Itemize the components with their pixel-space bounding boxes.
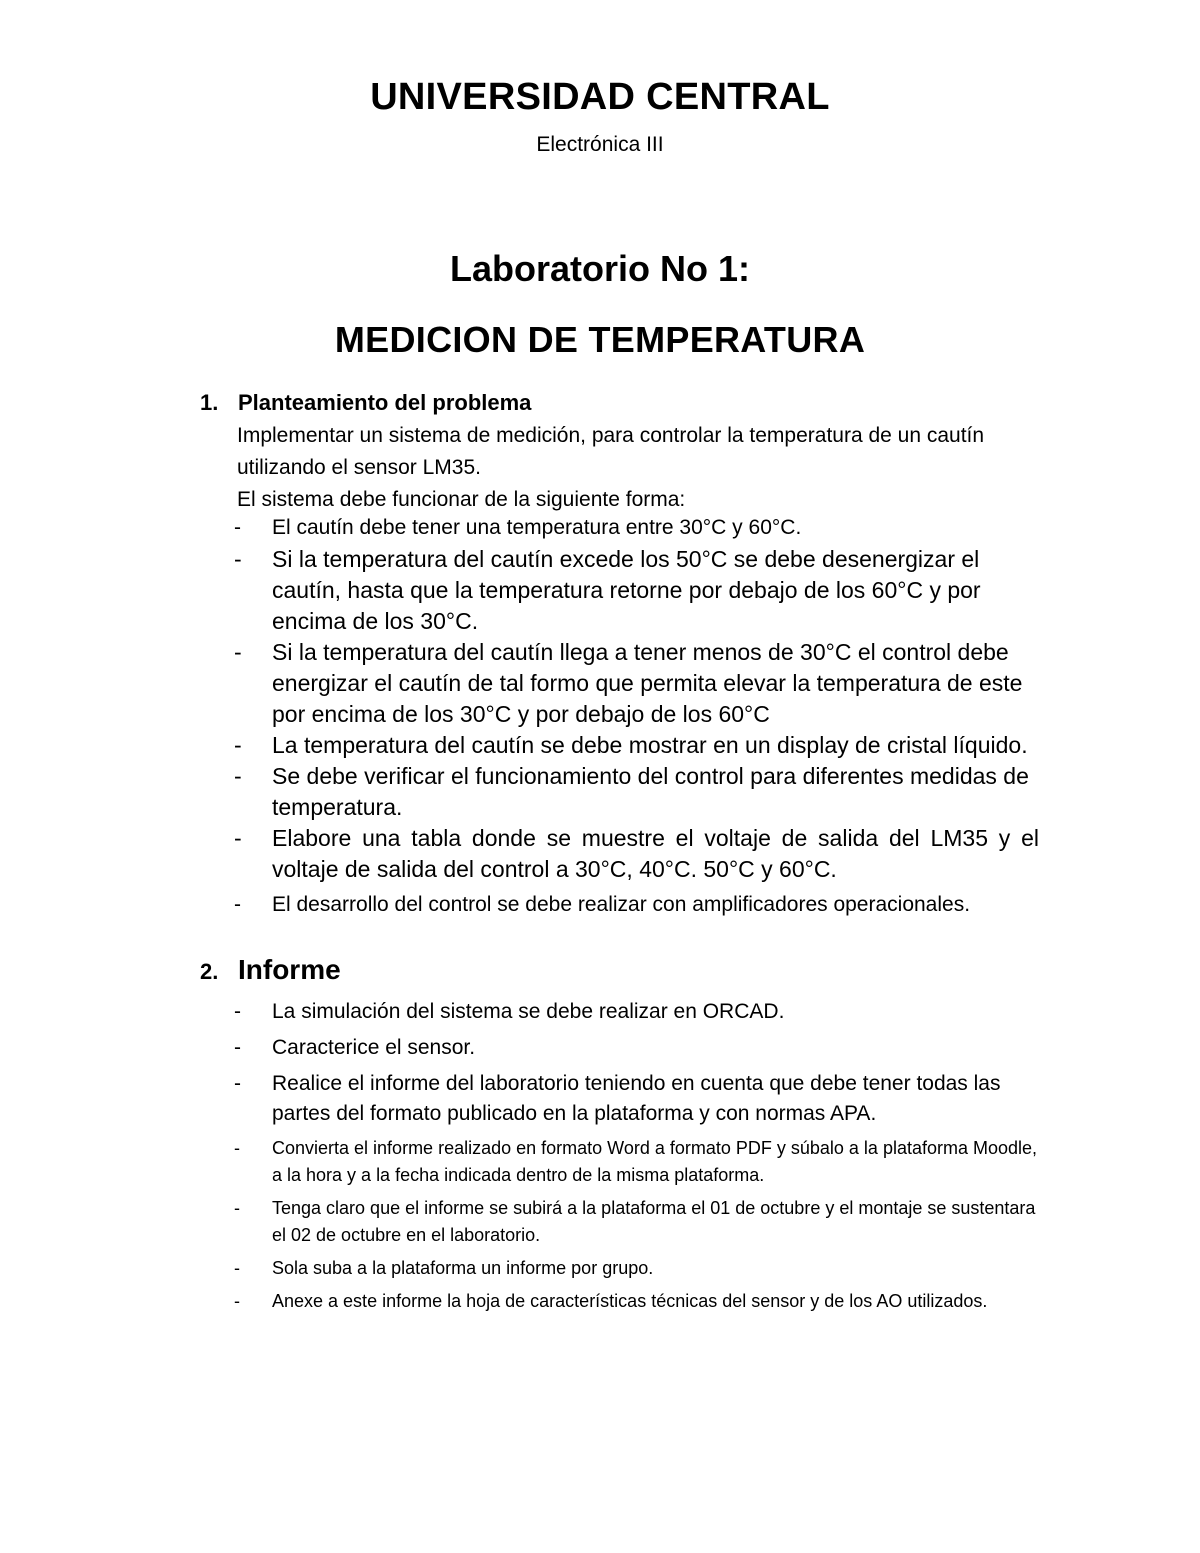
list-item-text: Elabore una tabla donde se muestre el voltaje de salida del LM35 y el voltaje de salida del control a 30°C, 40°C. 50°C y 60°C. [272, 825, 1039, 882]
list-item-text: El desarrollo del control se debe realizar con amplificadores operacionales. [272, 893, 971, 916]
list-item-text: El cautín debe tener una temperatura entre 30°C y 60°C. [272, 516, 802, 539]
section-2-number: 2. [200, 959, 219, 984]
dash-bullet: - [234, 1072, 241, 1095]
list-item-text: Se debe verificar el funcionamiento del control para diferentes medidas de temperatura. [272, 763, 1029, 820]
section-1-title: Planteamiento del problema [238, 390, 532, 415]
report-list [234, 997, 1039, 1321]
university-title: UNIVERSIDAD CENTRAL [370, 76, 830, 118]
list-item-text: Realice el informe del laboratorio teniendo en cuenta que debe tener todas las partes del formato publicado en la plataforma y con normas APA. [272, 1072, 1001, 1125]
list-item [234, 637, 1039, 730]
dash-bullet: - [234, 639, 242, 665]
lab-title: Laboratorio No 1: [449, 248, 750, 289]
list-item [234, 889, 1039, 921]
list-item [234, 512, 1039, 544]
dash-bullet: - [234, 1000, 241, 1023]
list-item-text: Caracterice el sensor. [272, 1036, 476, 1059]
list-item-text: Si la temperatura del cautín llega a tener menos de 30°C el control debe energizar el cautín de tal formo que permita elevar la temperatura de este por encima de los 30°C y por debajo de los 60°C [272, 639, 1023, 727]
dash-bullet: - [234, 546, 242, 572]
lab-subtitle: MEDICION DE TEMPERATURA [334, 319, 866, 360]
dash-bullet: - [234, 893, 241, 916]
list-item-text: Anexe a este informe la hoja de características técnicas del sensor y de los AO utilizados. [272, 1291, 988, 1311]
dash-bullet: - [234, 1291, 240, 1311]
section-1-intro: Implementar un sistema de medición, para controlar la temperatura de un cautín utilizando el sensor LM35. [237, 424, 985, 479]
dash-bullet: - [234, 825, 242, 851]
list-item-text: La simulación del sistema se debe realizar en ORCAD. [272, 1000, 785, 1023]
list-item [234, 997, 1039, 1027]
list-item [234, 1069, 1039, 1129]
dash-bullet: - [234, 1036, 241, 1059]
dash-bullet: - [234, 763, 242, 789]
section-2-title: Informe [238, 954, 341, 985]
dash-bullet: - [234, 1258, 240, 1278]
list-item [234, 730, 1039, 761]
list-item [234, 544, 1039, 637]
section-1-number: 1. [200, 390, 219, 415]
section-1-heading [200, 390, 531, 416]
list-item-text: La temperatura del cautín se debe mostrar en un display de cristal líquido. [272, 732, 1028, 758]
list-item-text: Tenga claro que el informe se subirá a la plataforma el 01 de octubre y el montaje se sustentara el 02 de octubre en el laboratorio. [272, 1198, 1036, 1245]
section-1-intro-2: El sistema debe funcionar de la siguiente forma: [237, 488, 686, 511]
list-item-text: Si la temperatura del cautín excede los 50°C se debe desenergizar el cautín, hasta que la temperatura retorne por debajo de los 60°C y por encima de los 30°C. [272, 546, 981, 634]
list-item [234, 1255, 1039, 1282]
dash-bullet: - [234, 516, 241, 539]
list-item-text: Convierta el informe realizado en formato Word a formato PDF y súbalo a la plataforma Moodle, a la hora y a la fecha indicada dentro de la misma plataforma. [272, 1138, 1038, 1185]
list-item [234, 1135, 1039, 1189]
dash-bullet: - [234, 1138, 240, 1158]
section-2-heading [200, 954, 341, 986]
list-item-text: Sola suba a la plataforma un informe por grupo. [272, 1258, 654, 1278]
dash-bullet: - [234, 732, 242, 758]
list-item [234, 1195, 1039, 1249]
list-item [234, 823, 1039, 885]
list-item [234, 1288, 1039, 1315]
dash-bullet: - [234, 1198, 240, 1218]
course-name: Electrónica III [536, 133, 664, 156]
list-item [234, 761, 1039, 823]
requirements-list [234, 512, 1039, 921]
list-item [234, 1033, 1039, 1063]
